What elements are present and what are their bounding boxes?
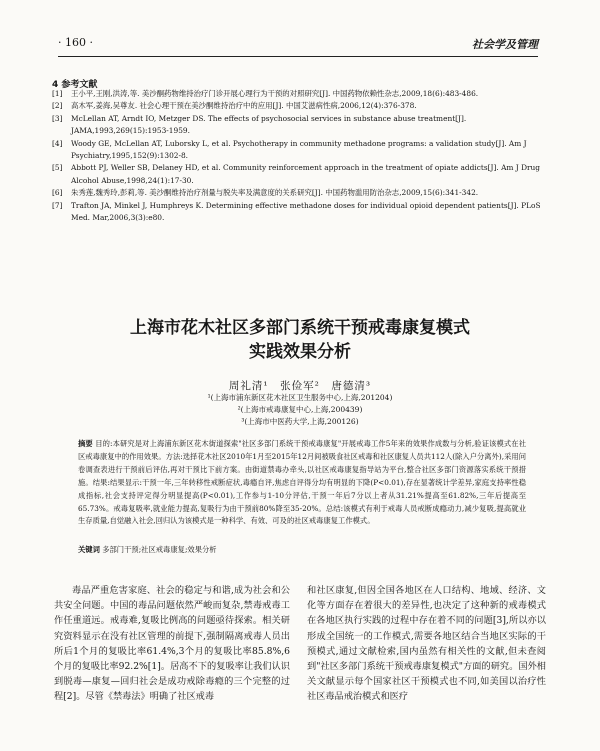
article-authors: 周礼清¹ 张俭军² 唐德清³	[228, 380, 372, 392]
reference-number: [4]	[52, 138, 63, 148]
keywords-text: 多部门干预;社区戒毒康复;效果分析	[102, 545, 217, 554]
journal-name: 社会学及管理	[472, 38, 538, 51]
reference-item	[52, 88, 546, 100]
reference-text: 朱秀莲,魏秀玲,彭莉,等. 美沙酮维持治疗剂量与脱失率及满意度的关系研究[J]. 中国药物滥用防治杂志,2009,15(6):341-342.	[71, 188, 479, 198]
reference-number: [6]	[52, 188, 63, 198]
page-number: · 160 ·	[58, 36, 93, 49]
reference-number: [2]	[52, 101, 63, 111]
affiliation: ²(上海市戒毒康复中心,上海,200439)	[237, 405, 363, 414]
reference-item	[52, 200, 546, 225]
reference-number: [1]	[52, 89, 63, 98]
abstract-text: 目的:本研究是对上海浦东新区花木街道探索"社区多部门系统干预戒毒康复"开展戒毒工作5年来的效果作成数与分析,验证该模式在社区戒毒康复中的作用效果。方法:选择花木社区2010年1月至2015年12月间被吸食社区戒毒和社区康复人员共112人(除入户分离外),采用问卷调查表进行干预前后评估,再对干预比下前方案。由街道禁毒办牵头,以社区戒毒康复指导站为平台,整合社区多部门资源落实系统干预措施。结果:结果显示:干预一年,三年转移性戒断症状,毒瘾自评,焦虑自评得分均有明显的下降(P<0.01),存在显著统计学差异,家庭支持率性稳成指标,社会支持评定得分明显提高(P<0.01),工作参与1-10分评估,干预一年后7分以上者从31.21%提高至61.82%,三年后提高至65.73%。戒毒复吸率,就业能力提高,复吸行为由干预前80%降至35-20%。总结:该模式有利于戒毒人员戒断成瘾动力,减少复吸,提高就业生存质量,自觉融入社会,回归认为该模式是一种科学、有效、可及的社区戒毒康复工作模式。	[78, 439, 526, 526]
reference-text: 高木军,姜海,吴尊友. 社会心理干预在美沙酮维持治疗中的应用[J]. 中国艾滋病性病,2006,12(4):376-378.	[71, 101, 417, 111]
affiliation: ³(上海市中医药大学,上海,200126)	[241, 417, 359, 426]
body-paragraph-left: 毒品严重危害家庭、社会的稳定与和谐,成为社会和公共安全问题。中国的毒品问题依然严峻而复杂,禁毒戒毒工作任重道远。戒毒难,复吸比例高的问题亟待探索。相关研究资料显示在没有社区管理的前提下,强制隔离戒毒人员出所后1个月的复吸比率61.4%,3个月的复吸比率85.8%,6个月的复吸比率92.2%[1]。居高不下的复吸率让我们认识到脱毒—康复—回归社会是成功戒除毒瘾的三个完整的过程[2]。尽管《禁毒法》明确了社区戒毒	[54, 585, 290, 703]
page-header	[58, 36, 538, 54]
reference-number: [5]	[52, 163, 63, 173]
reference-item	[52, 187, 546, 199]
reference-text: 王小平,王刚,洪涛,等. 美沙酮药物维持治疗门诊开展心理行为干预的对照研究[J]. 中国药物依赖性杂志,2009,18(6):483-486.	[71, 89, 479, 98]
header-divider	[58, 56, 538, 57]
article-title-line-1: 上海市花木社区多部门系统干预戒毒康复模式	[130, 318, 470, 338]
author-affiliations	[0, 392, 600, 428]
reference-item	[52, 113, 546, 138]
abstract	[78, 438, 526, 528]
article-title-line-2: 实践效果分析	[249, 342, 351, 362]
body-paragraph-right: 和社区康复,但因全国各地区在人口结构、地域、经济、文化等方面存在着很大的差异性,也决定了这种新的戒毒模式在各地区执行实践的过程中存在着不同的问题[3],所以亦以形成全国统一的工作模式,需要各地区结合当地区实际的干预模式,通过文献检索,国内虽然有相关性的文献,但未查阅到"社区多部门系统干预戒毒康复模式"方面的研究。国外相关文献显示每个国家社区干预模式也不同,如美国以治疗性社区毒品戒治模式和医疗	[307, 585, 546, 703]
reference-item	[52, 138, 546, 163]
reference-item	[52, 100, 546, 112]
keywords-label: 关键词	[78, 545, 100, 554]
reference-number: [3]	[52, 113, 63, 123]
body-column-left	[54, 583, 290, 705]
reference-item	[52, 162, 546, 187]
body-column-right	[307, 583, 546, 705]
affiliation: ¹(上海市浦东新区花木社区卫生服务中心,上海,201204)	[207, 393, 393, 402]
reference-number: [7]	[52, 200, 63, 210]
reference-text: Trafton JA, Minkel J, Humphreys K. Determining effective methadone doses for individual opioid dependent patients[J]. PLoS Med. Mar,2006,3(3):e80.	[71, 200, 541, 223]
reference-text: Woody GE, McLellan AT, Luborsky L, et al. Psychotherapy in community methadone programs: a validation study[J]. Am J Psychiatry,1995,152(9):1302-8.	[71, 138, 527, 161]
references-heading: 4 参考文献	[52, 80, 98, 90]
keywords	[78, 545, 526, 555]
reference-text: Abbott PJ, Weller SB, Delaney HD, et al. Community reinforcement approach in the treatment of opiate addicts[J]. Am J Drug Alcohol Abuse,1998,24(1):17-30.	[71, 163, 541, 185]
references-list	[52, 88, 546, 224]
article-title	[0, 316, 600, 364]
abstract-label: 摘要	[78, 439, 93, 448]
reference-text: McLellan AT, Arndt IO, Metzger DS. The effects of psychosocial services in substance abuse treatment[J]. JAMA,1993,269(15):1953-1959.	[71, 113, 467, 136]
